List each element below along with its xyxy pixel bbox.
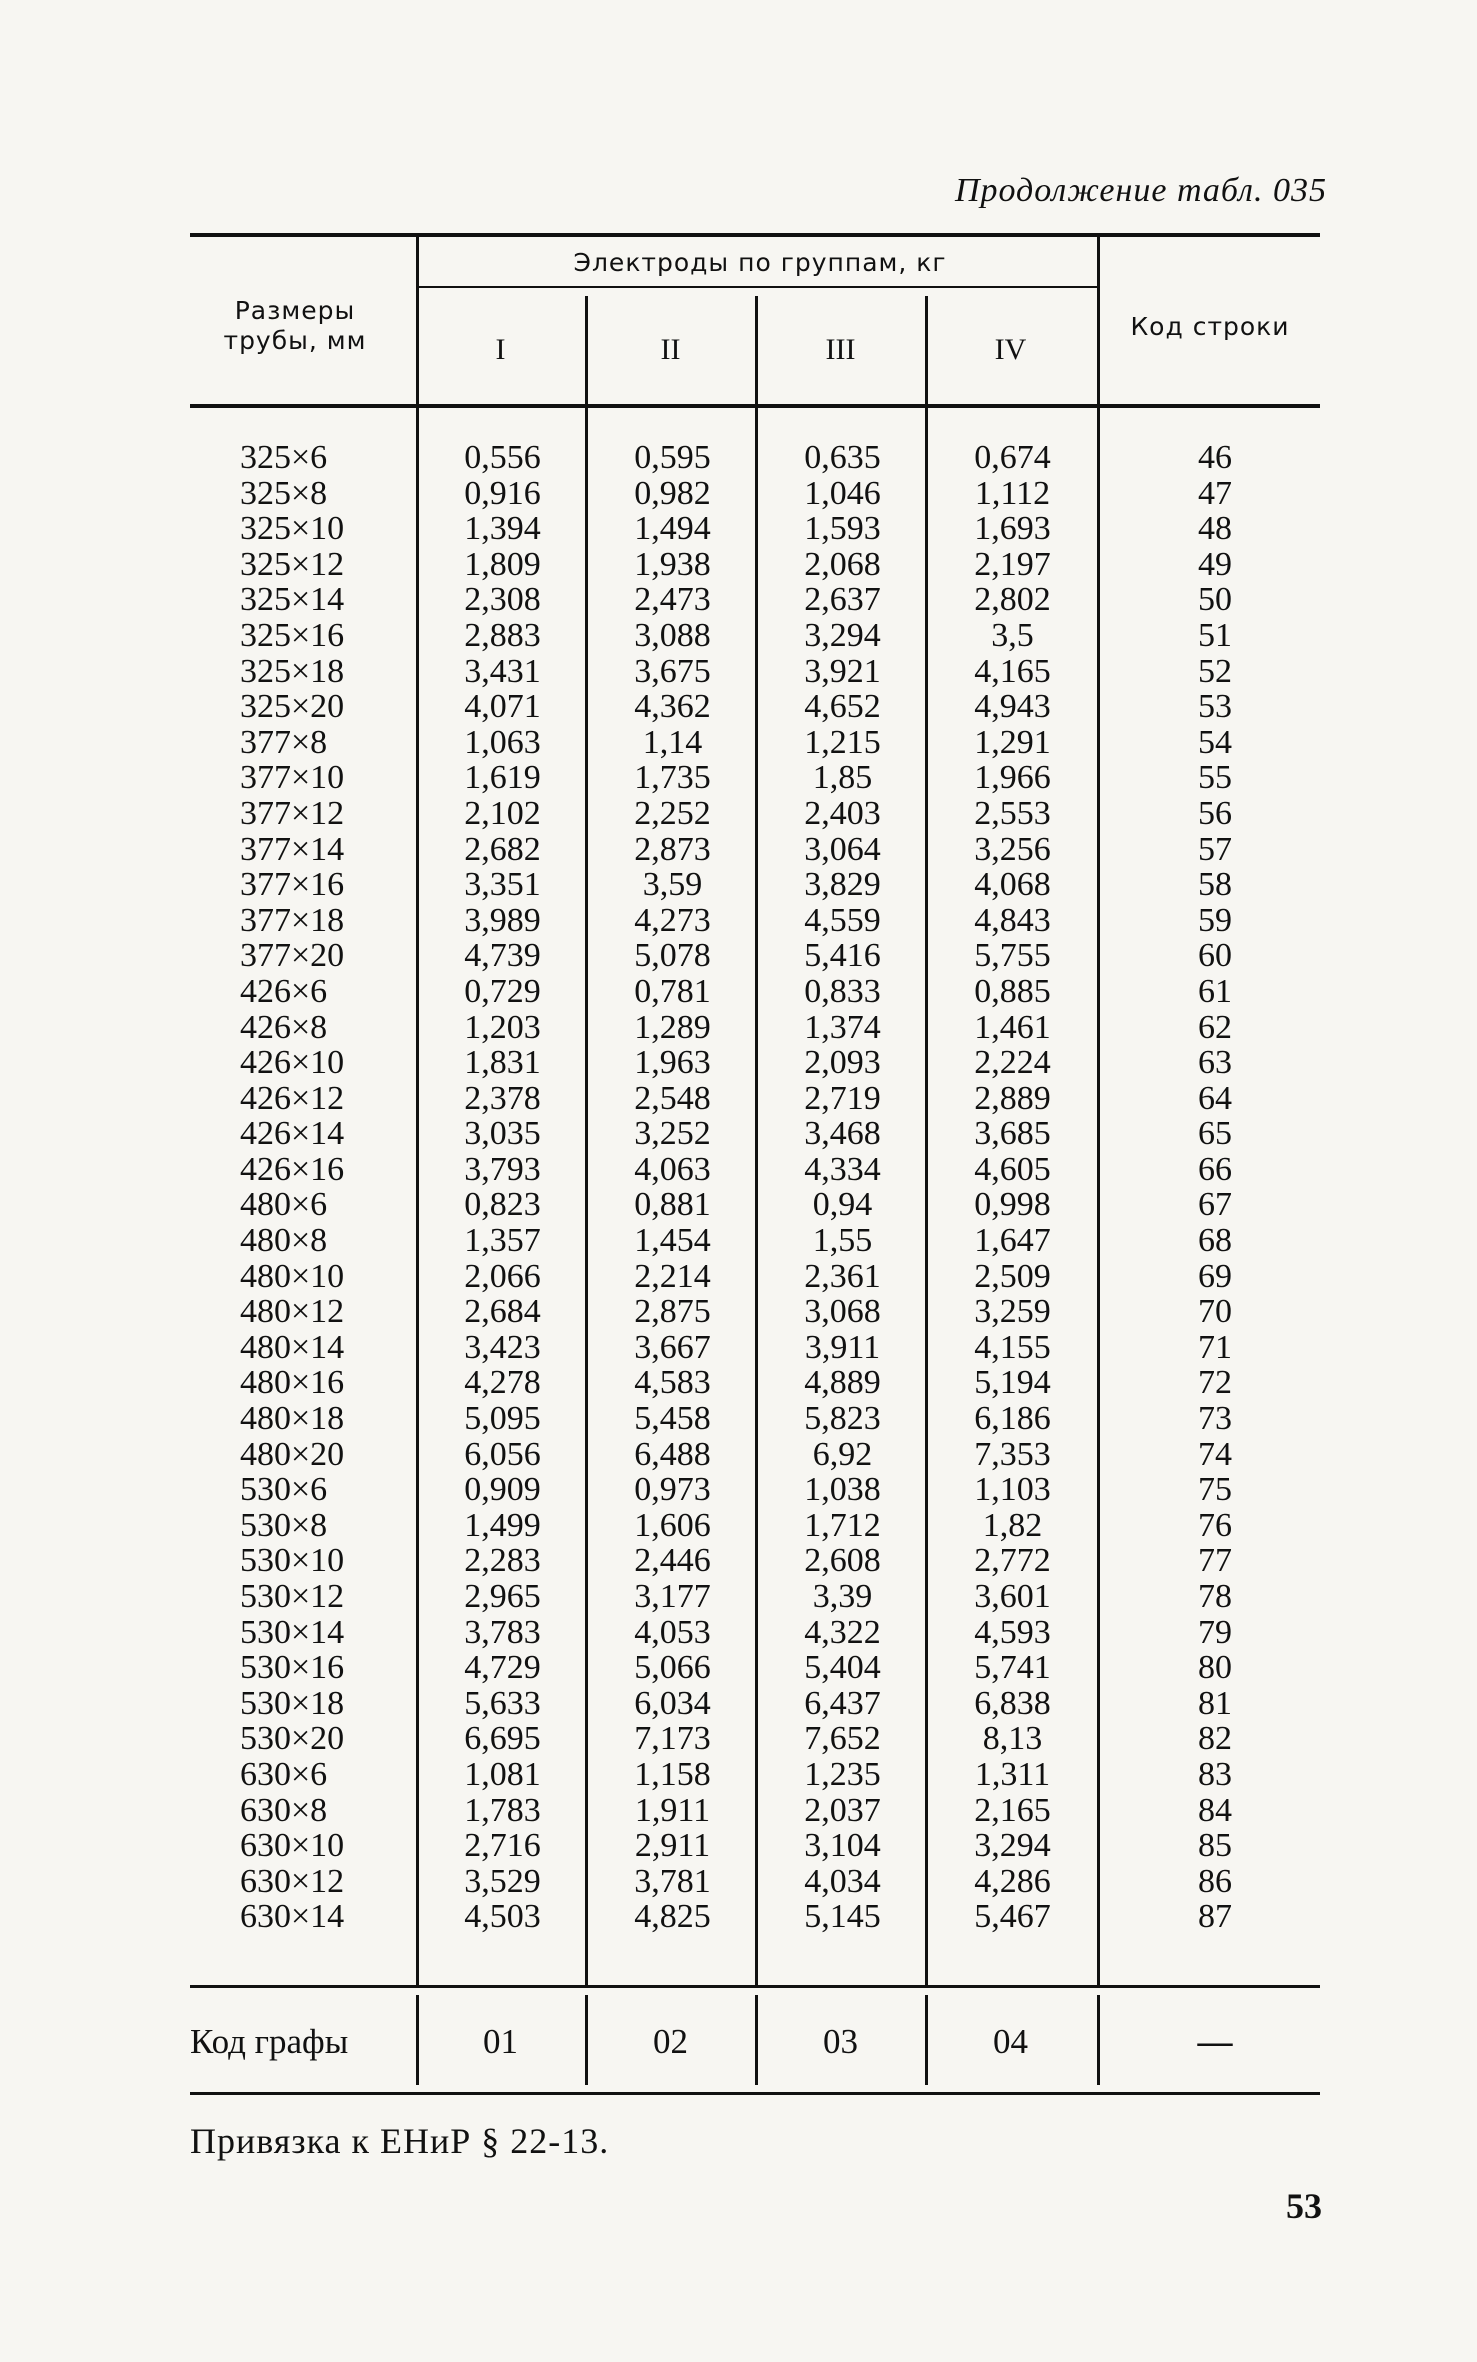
table-cell: 6,056: [464, 1435, 541, 1473]
table-cell: 2,378: [464, 1079, 541, 1117]
table-cell: 3,064: [804, 830, 881, 868]
table-cell: 5,078: [634, 937, 711, 975]
table-cell: 480×10: [240, 1257, 345, 1295]
table-cell: 2,965: [464, 1578, 541, 1615]
table-cell: 1,783: [464, 1791, 541, 1829]
table-cell: 1,103: [974, 1471, 1051, 1509]
table-cell: 72: [1198, 1364, 1232, 1402]
table-cell: 480×20: [240, 1435, 345, 1473]
table-cell: 1,291: [974, 723, 1051, 761]
table-cell: 480×16: [240, 1364, 345, 1402]
table-cell: 630×10: [240, 1827, 345, 1865]
table-cell: 1,461: [974, 1008, 1051, 1046]
table-cell: 4,278: [464, 1364, 541, 1402]
table-cell: 3,781: [634, 1862, 711, 1900]
table-cell: 2,509: [974, 1257, 1051, 1295]
table-cell: 1,82: [982, 1506, 1043, 1544]
table-cell: 6,488: [634, 1435, 711, 1473]
table-cell: 3,423: [464, 1328, 541, 1366]
table-cell: 2,719: [804, 1079, 881, 1117]
header-group-1: I: [495, 333, 506, 366]
footer-code-1: 01: [483, 2022, 518, 2061]
table-cell: 325×8: [240, 474, 328, 512]
table-cell: 0,998: [974, 1186, 1051, 1224]
table-cell: 3,035: [464, 1115, 541, 1153]
table-cell: 530×12: [240, 1578, 345, 1615]
table-cell: 325×16: [240, 616, 345, 654]
table-cell: 2,037: [804, 1791, 881, 1829]
table-cell: 3,5: [991, 616, 1034, 654]
table-cell: 74: [1198, 1435, 1232, 1473]
table-cell: 1,494: [634, 510, 711, 548]
column-group-4: [930, 440, 1095, 1935]
footer-label: Код графы: [190, 2022, 349, 2061]
table-cell: 65: [1198, 1115, 1232, 1153]
table-cell: 4,593: [974, 1613, 1051, 1651]
table-cell: 3,294: [804, 616, 881, 654]
table-cell: 1,063: [464, 723, 541, 761]
table-cell: 480×8: [240, 1222, 328, 1260]
table-cell: 0,635: [804, 439, 881, 476]
table-cell: 1,454: [634, 1222, 711, 1260]
table-cell: 1,357: [464, 1222, 541, 1260]
footer-code-4: 04: [993, 2022, 1028, 2061]
table-cell: 6,034: [634, 1684, 711, 1722]
table-cell: 1,619: [464, 759, 541, 797]
table-cell: 1,112: [974, 474, 1051, 512]
table-cell: 0,909: [464, 1471, 541, 1509]
table-cell: 51: [1198, 616, 1232, 654]
table-cell: 3,989: [464, 901, 541, 939]
table-cell: 3,259: [974, 1293, 1051, 1331]
table-cell: 2,214: [634, 1257, 711, 1295]
table-cell: 2,473: [634, 581, 711, 619]
table-cell: 54: [1198, 723, 1232, 761]
table-cell: 2,102: [464, 794, 541, 832]
table-cell: 3,829: [804, 866, 881, 904]
table-cell: 85: [1198, 1827, 1232, 1865]
table-cell: 63: [1198, 1044, 1232, 1082]
table-cell: 3,39: [812, 1578, 873, 1615]
table-cell: 4,583: [634, 1364, 711, 1402]
table-cell: 630×6: [240, 1755, 328, 1793]
table-cell: 3,104: [804, 1827, 881, 1865]
table-cell: 1,14: [642, 723, 703, 761]
table-cell: 480×14: [240, 1328, 345, 1366]
table-cell: 2,802: [974, 581, 1051, 619]
table-cell: 1,911: [634, 1791, 711, 1829]
table-cell: 80: [1198, 1649, 1232, 1687]
table-cell: 4,071: [464, 688, 541, 726]
table-cell: 530×10: [240, 1542, 345, 1580]
table-cell: 4,165: [974, 652, 1051, 690]
table-cell: 4,739: [464, 937, 541, 975]
table-cell: 2,361: [804, 1257, 881, 1295]
table-cell: 3,59: [642, 866, 703, 904]
table-cell: 5,095: [464, 1400, 541, 1438]
table-cell: 46: [1198, 439, 1232, 476]
table-cell: 53: [1198, 688, 1232, 726]
table-cell: 3,431: [464, 652, 541, 690]
table-cell: 0,595: [634, 439, 711, 476]
table-cell: 7,173: [634, 1720, 711, 1758]
table-cell: 5,755: [974, 937, 1051, 975]
header-electrode-groups: Электроды по группам, кг: [573, 248, 947, 277]
table-cell: 1,938: [634, 545, 711, 583]
table-cell: 2,548: [634, 1079, 711, 1117]
table-cell: 3,601: [974, 1578, 1051, 1615]
table-cell: 5,823: [804, 1400, 881, 1438]
table-cell: 0,982: [634, 474, 711, 512]
group-header-rule: [418, 286, 1100, 288]
table-cell: 2,553: [974, 794, 1051, 832]
table-cell: 6,695: [464, 1720, 541, 1758]
table-cell: 630×14: [240, 1898, 345, 1936]
table-cell: 3,921: [804, 652, 881, 690]
table-cell: 3,793: [464, 1150, 541, 1188]
table-cell: 1,499: [464, 1506, 541, 1544]
table-cell: 73: [1198, 1400, 1232, 1438]
table-cell: 75: [1198, 1471, 1232, 1509]
column-pipe-sizes: [240, 440, 410, 1935]
table-cell: 2,283: [464, 1542, 541, 1580]
table-cell: 1,606: [634, 1506, 711, 1544]
table-cell: 64: [1198, 1079, 1232, 1117]
table-cell: 83: [1198, 1755, 1232, 1793]
table-cell: 77: [1198, 1542, 1232, 1580]
table-cell: 0,973: [634, 1471, 711, 1509]
header-group-3: III: [825, 333, 856, 366]
table-cell: 1,038: [804, 1471, 881, 1509]
table-cell: 325×20: [240, 688, 345, 726]
table-cell: 1,809: [464, 545, 541, 583]
table-cell: 2,682: [464, 830, 541, 868]
table-cell: 480×12: [240, 1293, 345, 1331]
table-cell: 5,741: [974, 1649, 1051, 1687]
table-cell: 2,224: [974, 1044, 1051, 1082]
table-cell: 1,235: [804, 1755, 881, 1793]
table-cell: 2,875: [634, 1293, 711, 1331]
table-cell: 1,647: [974, 1222, 1051, 1260]
table-cell: 2,068: [804, 545, 881, 583]
table-cell: 2,608: [804, 1542, 881, 1580]
table-cell: 60: [1198, 937, 1232, 975]
table-cell: 630×8: [240, 1791, 328, 1829]
table-cell: 2,165: [974, 1791, 1051, 1829]
table-cell: 530×16: [240, 1649, 345, 1687]
table-cell: 2,446: [634, 1542, 711, 1580]
table-cell: 480×6: [240, 1186, 328, 1224]
table-cell: 1,046: [804, 474, 881, 512]
table-cell: 530×14: [240, 1613, 345, 1651]
table-cell: 1,85: [812, 759, 873, 797]
table-cell: 4,068: [974, 866, 1051, 904]
table-cell: 48: [1198, 510, 1232, 548]
footer-dash: —: [1197, 2022, 1233, 2061]
table-cell: 377×18: [240, 901, 345, 939]
table-cell: 3,256: [974, 830, 1051, 868]
table-cell: 59: [1198, 901, 1232, 939]
table-cell: 5,467: [974, 1898, 1051, 1936]
column-group-2: [590, 440, 755, 1935]
table-cell: 7,652: [804, 1720, 881, 1758]
table-cell: 81: [1198, 1684, 1232, 1722]
table-cell: 2,403: [804, 794, 881, 832]
table-cell: 7,353: [974, 1435, 1051, 1473]
table-cell: 4,843: [974, 901, 1051, 939]
table-cell: 2,066: [464, 1257, 541, 1295]
table-cell: 4,155: [974, 1328, 1051, 1366]
table-cell: 4,362: [634, 688, 711, 726]
table-cell: 4,334: [804, 1150, 881, 1188]
table-cell: 1,55: [812, 1222, 873, 1260]
table-cell: 70: [1198, 1293, 1232, 1331]
table-cell: 3,252: [634, 1115, 711, 1153]
foot-divider-g4: [1097, 1995, 1100, 2085]
col-divider-g3: [925, 296, 928, 1985]
table-cell: 5,066: [634, 1649, 711, 1687]
table-cell: 325×14: [240, 581, 345, 619]
table-cell: 1,203: [464, 1008, 541, 1046]
table-cell: 0,674: [974, 439, 1051, 476]
table-cell: 4,286: [974, 1862, 1051, 1900]
table-cell: 1,394: [464, 510, 541, 548]
column-group-1: [420, 440, 585, 1935]
table-cell: 1,593: [804, 510, 881, 548]
table-cell: 66: [1198, 1150, 1232, 1188]
table-cell: 426×8: [240, 1008, 328, 1046]
table-cell: 56: [1198, 794, 1232, 832]
table-cell: 530×18: [240, 1684, 345, 1722]
table-cell: 52: [1198, 652, 1232, 690]
table-cell: 1,966: [974, 759, 1051, 797]
page-number: 53: [1286, 2186, 1322, 2226]
header-group-2: II: [660, 333, 681, 366]
table-cell: 86: [1198, 1862, 1232, 1900]
table-cell: 325×6: [240, 439, 328, 476]
header-sizes: Размеры трубы, мм: [223, 296, 367, 355]
table-cell: 62: [1198, 1008, 1232, 1046]
table-cell: 4,034: [804, 1862, 881, 1900]
table-cell: 79: [1198, 1613, 1232, 1651]
table-cell: 67: [1198, 1186, 1232, 1224]
table-cell: 3,177: [634, 1578, 711, 1615]
table-cell: 2,637: [804, 581, 881, 619]
table-cell: 3,667: [634, 1328, 711, 1366]
table-cell: 377×16: [240, 866, 345, 904]
table-cell: 530×8: [240, 1506, 328, 1544]
table-cell: 3,675: [634, 652, 711, 690]
table-cell: 1,311: [974, 1755, 1051, 1793]
column-group-3: [760, 440, 925, 1935]
table-cell: 61: [1198, 972, 1232, 1010]
table-cell: 55: [1198, 759, 1232, 797]
table-cell: 2,911: [634, 1827, 711, 1865]
table-cell: 8,13: [982, 1720, 1043, 1758]
table-cell: 377×20: [240, 937, 345, 975]
column-row-codes: [1130, 440, 1300, 1935]
table-cell: 1,289: [634, 1008, 711, 1046]
table-cell: 2,684: [464, 1293, 541, 1331]
table-cell: 0,916: [464, 474, 541, 512]
table-cell: 84: [1198, 1791, 1232, 1829]
table-cell: 4,322: [804, 1613, 881, 1651]
table-cell: 82: [1198, 1720, 1232, 1758]
table-cell: 0,881: [634, 1186, 711, 1224]
body-bottom-rule: [190, 1985, 1320, 1988]
table-cell: 0,833: [804, 972, 881, 1010]
table-cell: 4,943: [974, 688, 1051, 726]
table-cell: 5,194: [974, 1364, 1051, 1402]
table-cell: 2,308: [464, 581, 541, 619]
table-cell: 78: [1198, 1578, 1232, 1615]
table-cell: 69: [1198, 1257, 1232, 1295]
table-cell: 4,053: [634, 1613, 711, 1651]
table-cell: 2,197: [974, 545, 1051, 583]
table-cell: 3,468: [804, 1115, 881, 1153]
table-cell: 426×6: [240, 972, 328, 1010]
table-bottom-rule: [190, 2092, 1320, 2095]
table-cell: 530×6: [240, 1471, 328, 1509]
table-cell: 377×8: [240, 723, 328, 761]
table-cell: 6,838: [974, 1684, 1051, 1722]
table-cell: 5,416: [804, 937, 881, 975]
table-cell: 47: [1198, 474, 1232, 512]
table-cell: 426×14: [240, 1115, 345, 1153]
table-cell: 1,963: [634, 1044, 711, 1082]
table-cell: 325×10: [240, 510, 345, 548]
reference-note: Привязка к ЕНиР § 22-13.: [190, 2121, 610, 2161]
table-cell: 3,529: [464, 1862, 541, 1900]
table-cell: 426×16: [240, 1150, 345, 1188]
table-cell: 2,252: [634, 794, 711, 832]
table-top-rule: [190, 233, 1320, 237]
table-cell: 5,404: [804, 1649, 881, 1687]
table-cell: 4,273: [634, 901, 711, 939]
table-cell: 377×12: [240, 794, 345, 832]
table-caption: Продолжение табл. 035: [954, 172, 1327, 209]
table-cell: 2,889: [974, 1079, 1051, 1117]
table-cell: 4,729: [464, 1649, 541, 1687]
table-cell: 5,145: [804, 1898, 881, 1936]
table-cell: 3,911: [804, 1328, 881, 1366]
table-cell: 3,088: [634, 616, 711, 654]
col-divider-g2: [755, 296, 758, 1985]
table-cell: 4,652: [804, 688, 881, 726]
table-cell: 377×10: [240, 759, 345, 797]
table-cell: 3,294: [974, 1827, 1051, 1865]
table-cell: 50: [1198, 581, 1232, 619]
table-cell: 87: [1198, 1898, 1232, 1936]
table-cell: 1,831: [464, 1044, 541, 1082]
table-cell: 3,351: [464, 866, 541, 904]
table-cell: 57: [1198, 830, 1232, 868]
table-cell: 0,823: [464, 1186, 541, 1224]
table-cell: 4,503: [464, 1898, 541, 1936]
table-cell: 426×10: [240, 1044, 345, 1082]
table-cell: 0,556: [464, 439, 541, 476]
table-cell: 4,605: [974, 1150, 1051, 1188]
table-cell: 0,94: [812, 1186, 873, 1224]
table-cell: 0,729: [464, 972, 541, 1010]
table-cell: 2,093: [804, 1044, 881, 1082]
table-cell: 4,825: [634, 1898, 711, 1936]
table-cell: 6,92: [812, 1435, 873, 1473]
table-cell: 71: [1198, 1328, 1232, 1366]
table-cell: 1,374: [804, 1008, 881, 1046]
table-cell: 530×20: [240, 1720, 345, 1758]
header-group-4: IV: [994, 333, 1027, 366]
col-divider-g1: [585, 296, 588, 1985]
header-row-code: Код строки: [1130, 312, 1290, 341]
table-cell: 1,215: [804, 723, 881, 761]
table-cell: 4,559: [804, 901, 881, 939]
table-cell: 1,735: [634, 759, 711, 797]
table-cell: 2,716: [464, 1827, 541, 1865]
col-divider-sizes: [416, 237, 419, 1985]
table-cell: 1,693: [974, 510, 1051, 548]
table-cell: 0,885: [974, 972, 1051, 1010]
table-cell: 68: [1198, 1222, 1232, 1260]
table-cell: 325×18: [240, 652, 345, 690]
table-cell: 0,781: [634, 972, 711, 1010]
footer-code-3: 03: [823, 2022, 858, 2061]
table-cell: 377×14: [240, 830, 345, 868]
table-cell: 4,889: [804, 1364, 881, 1402]
col-divider-g4: [1097, 237, 1100, 1985]
table-cell: 3,685: [974, 1115, 1051, 1153]
table-cell: 3,783: [464, 1613, 541, 1651]
footer-code-2: 02: [653, 2022, 688, 2061]
table-cell: 76: [1198, 1506, 1232, 1544]
table-cell: 480×18: [240, 1400, 345, 1438]
table-cell: 49: [1198, 545, 1232, 583]
table-cell: 6,437: [804, 1684, 881, 1722]
table-cell: 5,458: [634, 1400, 711, 1438]
table-cell: 426×12: [240, 1079, 345, 1117]
table-cell: 2,883: [464, 616, 541, 654]
table-cell: 630×12: [240, 1862, 345, 1900]
table-cell: 1,158: [634, 1755, 711, 1793]
table-cell: 1,081: [464, 1755, 541, 1793]
table-cell: 3,068: [804, 1293, 881, 1331]
table-cell: 6,186: [974, 1400, 1051, 1438]
table-cell: 58: [1198, 866, 1232, 904]
table-cell: 1,712: [804, 1506, 881, 1544]
table-cell: 5,633: [464, 1684, 541, 1722]
table-cell: 2,772: [974, 1542, 1051, 1580]
table-cell: 4,063: [634, 1150, 711, 1188]
table-cell: 2,873: [634, 830, 711, 868]
table-cell: 325×12: [240, 545, 345, 583]
